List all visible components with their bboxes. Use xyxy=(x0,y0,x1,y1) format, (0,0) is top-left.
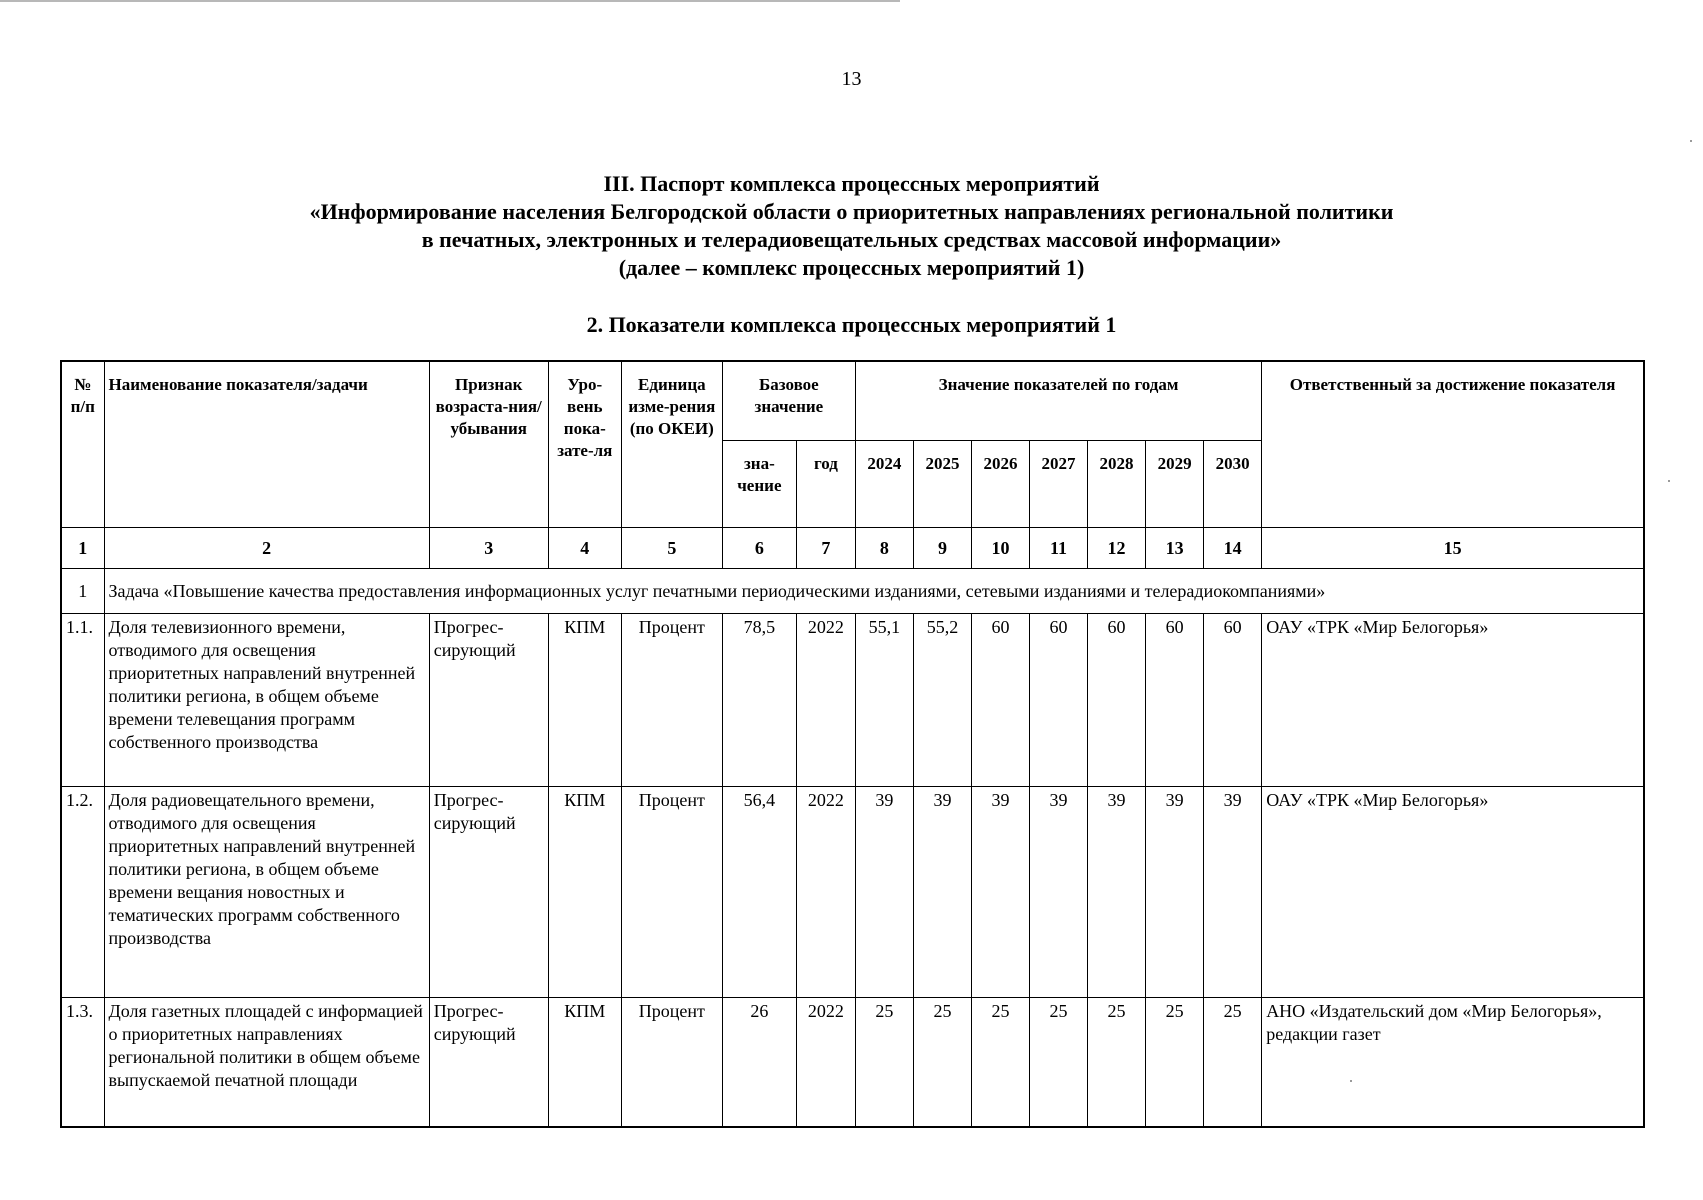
header-year: 2026 xyxy=(971,441,1029,528)
task-row xyxy=(61,569,1644,614)
header-base-value: зна-чение xyxy=(722,441,796,528)
header-year: 2025 xyxy=(913,441,971,528)
row-value-2024: 25 xyxy=(855,998,913,1128)
column-number: 8 xyxy=(855,528,913,569)
header-year: 2027 xyxy=(1030,441,1088,528)
column-number: 12 xyxy=(1088,528,1146,569)
header-sign: Признак возраста-ния/ убывания xyxy=(429,361,548,528)
header-years-group: Значение показателей по годам xyxy=(855,361,1261,441)
row-base-value: 78,5 xyxy=(722,614,796,787)
header-base: Базовое значение xyxy=(722,361,855,441)
column-number: 13 xyxy=(1146,528,1204,569)
row-value-2030: 39 xyxy=(1204,787,1262,998)
row-value-2026: 39 xyxy=(971,787,1029,998)
row-value-2027: 39 xyxy=(1030,787,1088,998)
scan-speck xyxy=(1668,480,1670,482)
heading-line-1: III. Паспорт комплекса процессных мероприятий xyxy=(603,171,1100,196)
row-value-2030: 60 xyxy=(1204,614,1262,787)
header-unit: Единица изме-рения (по ОКЕИ) xyxy=(621,361,722,528)
header-year: 2028 xyxy=(1088,441,1146,528)
header-year: 2024 xyxy=(855,441,913,528)
row-value-2026: 25 xyxy=(971,998,1029,1128)
column-number: 4 xyxy=(548,528,621,569)
row-value-2024: 39 xyxy=(855,787,913,998)
row-responsible: ОАУ «ТРК «Мир Белогорья» xyxy=(1262,787,1644,998)
column-number-row xyxy=(61,528,1644,569)
row-value-2025: 55,2 xyxy=(913,614,971,787)
row-num: 1.1. xyxy=(61,614,104,787)
row-value-2028: 25 xyxy=(1088,998,1146,1128)
row-value-2027: 60 xyxy=(1030,614,1088,787)
table-row xyxy=(61,614,1644,787)
heading-line-4: (далее – комплекс процессных мероприятий 1) xyxy=(618,255,1085,280)
document-heading xyxy=(0,170,1703,282)
row-responsible: ОАУ «ТРК «Мир Белогорья» xyxy=(1262,614,1644,787)
column-number: 6 xyxy=(722,528,796,569)
row-value-2025: 39 xyxy=(913,787,971,998)
column-number: 10 xyxy=(971,528,1029,569)
header-num: № п/п xyxy=(61,361,104,528)
row-unit: Процент xyxy=(621,787,722,998)
row-sign: Прогрес-сирующий xyxy=(429,614,548,787)
row-responsible: АНО «Издательский дом «Мир Белогорья», редакции газет xyxy=(1262,998,1644,1128)
row-value-2029: 60 xyxy=(1146,614,1204,787)
column-number: 1 xyxy=(61,528,104,569)
header-name: Наименование показателя/задачи xyxy=(104,361,429,528)
row-unit: Процент xyxy=(621,614,722,787)
header-year: 2030 xyxy=(1204,441,1262,528)
row-name: Доля газетных площадей с информацией о приоритетных направлениях региональной политики в общем объеме выпускаемой печатной площади xyxy=(104,998,429,1128)
row-num: 1.2. xyxy=(61,787,104,998)
row-value-2028: 60 xyxy=(1088,614,1146,787)
row-value-2029: 25 xyxy=(1146,998,1204,1128)
row-sign: Прогрес-сирующий xyxy=(429,787,548,998)
row-base-value: 26 xyxy=(722,998,796,1128)
table-row xyxy=(61,787,1644,998)
header-responsible: Ответственный за достижение показателя xyxy=(1262,361,1644,528)
table-row xyxy=(61,998,1644,1128)
row-sign: Прогрес-сирующий xyxy=(429,998,548,1128)
page-number: 13 xyxy=(841,68,862,90)
row-value-2030: 25 xyxy=(1204,998,1262,1128)
row-name: Доля радиовещательного времени, отводимого для освещения приоритетных направлений внутренней политики региона, в общем объеме времени вещания новостных и тематических программ собственного производства xyxy=(104,787,429,998)
row-value-2027: 25 xyxy=(1030,998,1088,1128)
column-number: 9 xyxy=(913,528,971,569)
heading-line-3: в печатных, электронных и телерадиовещательных средствах массовой информации» xyxy=(421,227,1282,252)
column-number: 15 xyxy=(1262,528,1644,569)
header-level: Уро-вень пока-зате-ля xyxy=(548,361,621,528)
column-number: 3 xyxy=(429,528,548,569)
row-name: Доля телевизионного времени, отводимого для освещения приоритетных направлений внутренней политики региона, в общем объеме времени телевещания программ собственного производства xyxy=(104,614,429,787)
row-base-year: 2022 xyxy=(796,787,855,998)
row-level: КПМ xyxy=(548,787,621,998)
row-value-2029: 39 xyxy=(1146,787,1204,998)
header-year: 2029 xyxy=(1146,441,1204,528)
row-base-year: 2022 xyxy=(796,998,855,1128)
heading-line-2: «Информирование населения Белгородской области о приоритетных направлениях региональной политики xyxy=(309,199,1394,224)
indicators-table xyxy=(60,360,1645,1128)
row-num: 1.3. xyxy=(61,998,104,1128)
column-number: 2 xyxy=(104,528,429,569)
row-value-2025: 25 xyxy=(913,998,971,1128)
row-base-value: 56,4 xyxy=(722,787,796,998)
row-level: КПМ xyxy=(548,998,621,1128)
header-base-year: год xyxy=(796,441,855,528)
header-row-1 xyxy=(61,361,1644,441)
column-number: 14 xyxy=(1204,528,1262,569)
scan-speck xyxy=(1690,140,1692,142)
section-subheading: 2. Показатели комплекса процессных мероприятий 1 xyxy=(586,312,1117,337)
row-base-year: 2022 xyxy=(796,614,855,787)
row-level: КПМ xyxy=(548,614,621,787)
task-text: Задача «Повышение качества предоставления информационных услуг печатными периодическими изданиями, сетевыми изданиями и телерадиокомпаниями» xyxy=(104,569,1644,614)
column-number: 11 xyxy=(1030,528,1088,569)
row-value-2024: 55,1 xyxy=(855,614,913,787)
column-number: 5 xyxy=(621,528,722,569)
row-unit: Процент xyxy=(621,998,722,1128)
row-value-2028: 39 xyxy=(1088,787,1146,998)
row-value-2026: 60 xyxy=(971,614,1029,787)
scan-artifact-line xyxy=(0,0,900,2)
column-number: 7 xyxy=(796,528,855,569)
task-num: 1 xyxy=(61,569,104,614)
